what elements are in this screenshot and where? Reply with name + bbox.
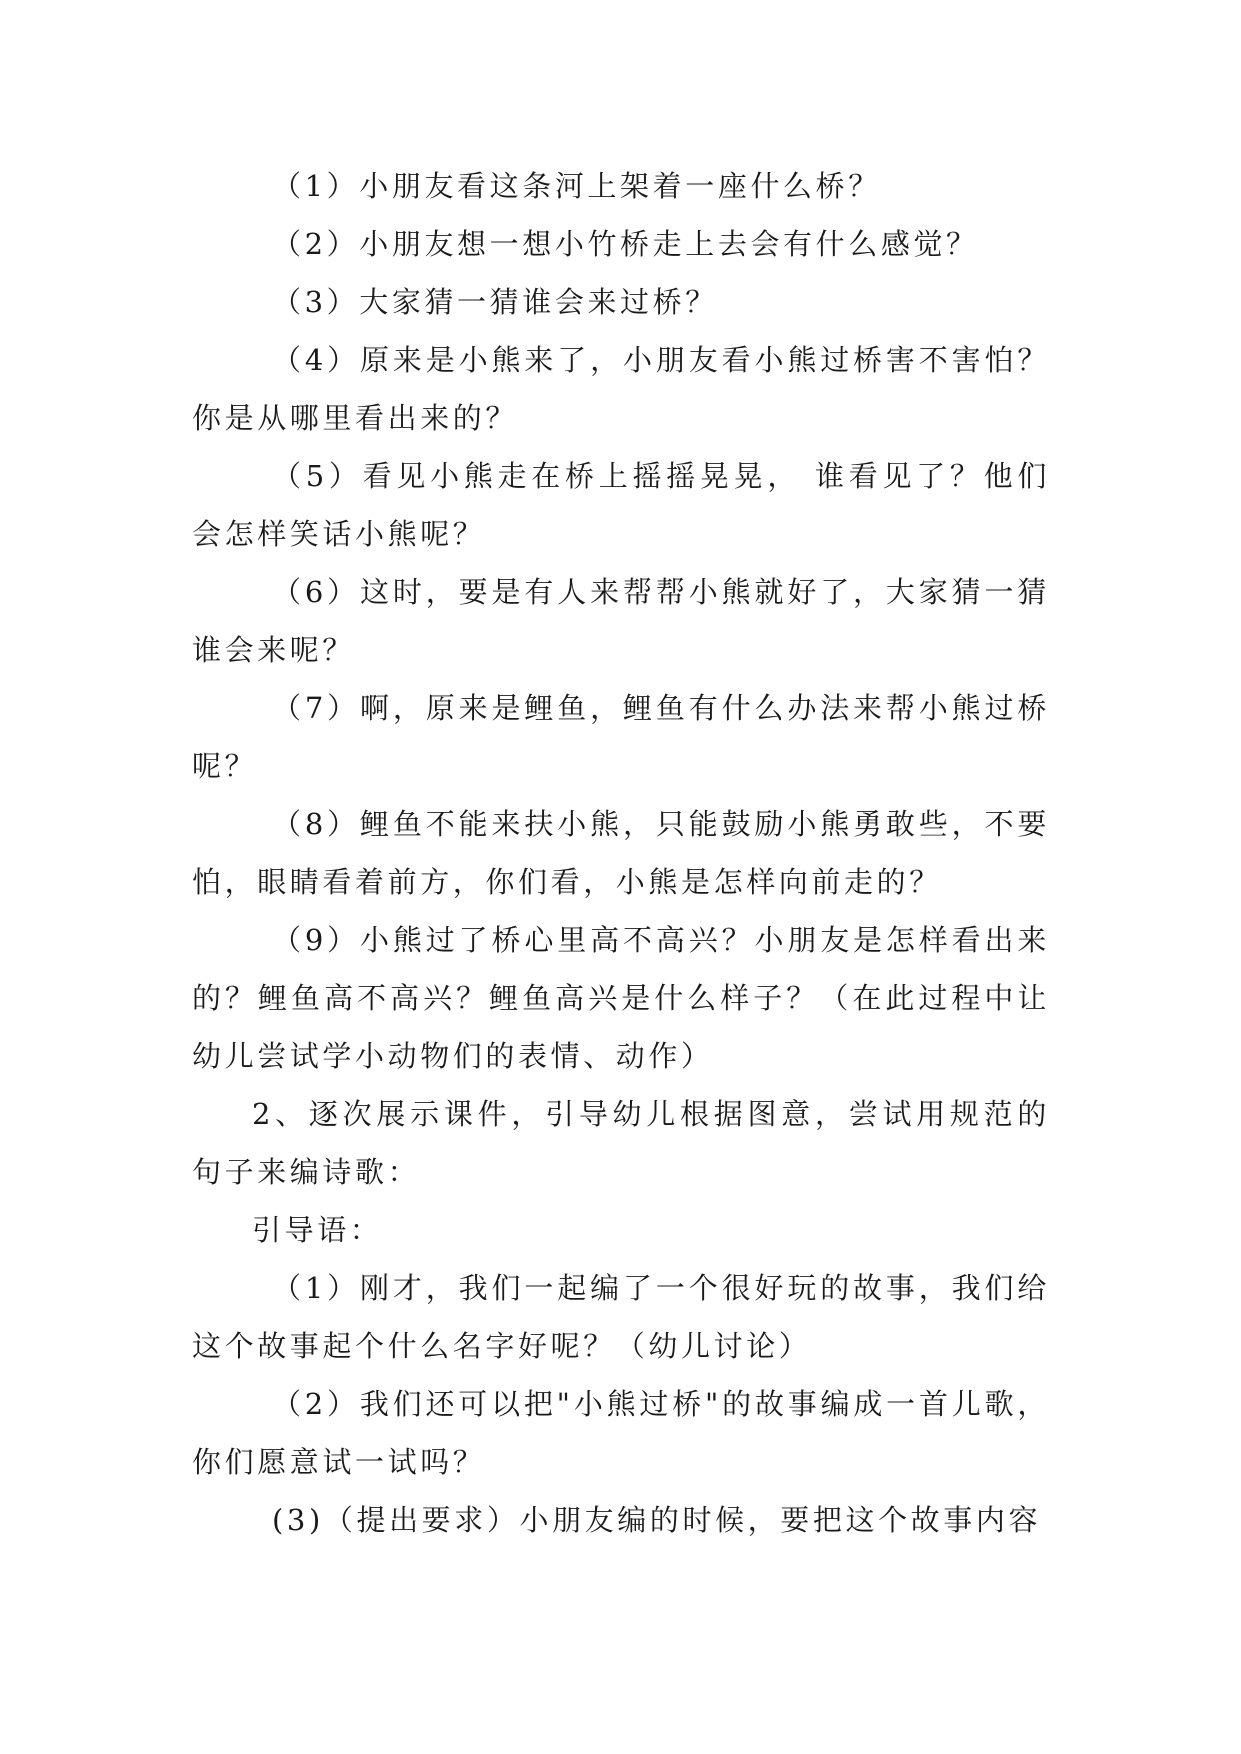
- document-body: [192, 157, 1050, 1549]
- paragraph-question-1: （1）小朋友看这条河上架着一座什么桥？: [272, 169, 881, 203]
- paragraph-question-5: （5）看见小熊走在桥上摇摇晃晃， 谁看见了？他们会怎样笑话小熊呢？: [192, 459, 1050, 551]
- paragraph-question-9: （9）小熊过了桥心里高不高兴？小朋友是怎样看出来的？鲤鱼高不高兴？鲤鱼高兴是什么样子？（在此过程中让幼儿尝试学小动物们的表情、动作）: [192, 923, 1050, 1073]
- paragraph-guide-3: (3)（提出要求）小朋友编的时候，要把这个故事内容: [272, 1503, 1042, 1537]
- paragraph-question-7: （7）啊，原来是鲤鱼，鲤鱼有什么办法来帮小熊过桥呢？: [192, 691, 1050, 783]
- paragraph-question-3: （3）大家猜一猜谁会来过桥？: [272, 285, 718, 319]
- paragraph-guide-heading: 引导语：: [252, 1213, 383, 1247]
- paragraph-question-8: （8）鲤鱼不能来扶小熊，只能鼓励小熊勇敢些，不要怕，眼睛看着前方，你们看，小熊是怎样向前走的？: [192, 807, 1050, 899]
- paragraph-guide-1: （1）刚才，我们一起编了一个很好玩的故事，我们给这个故事起个什么名字好呢？（幼儿讨论）: [192, 1271, 1050, 1363]
- paragraph-question-4: （4）原来是小熊来了，小朋友看小熊过桥害不害怕？你是从哪里看出来的？: [192, 343, 1050, 435]
- paragraph-guide-2: （2）我们还可以把"小熊过桥"的故事编成一首儿歌，你们愿意试一试吗？: [192, 1387, 1050, 1479]
- paragraph-question-6: （6）这时，要是有人来帮帮小熊就好了，大家猜一猜谁会来呢？: [192, 575, 1050, 667]
- paragraph-step-2: 2、逐次展示课件，引导幼儿根据图意，尝试用规范的句子来编诗歌：: [192, 1097, 1050, 1189]
- paragraph-question-2: （2）小朋友想一想小竹桥走上去会有什么感觉？: [272, 227, 979, 261]
